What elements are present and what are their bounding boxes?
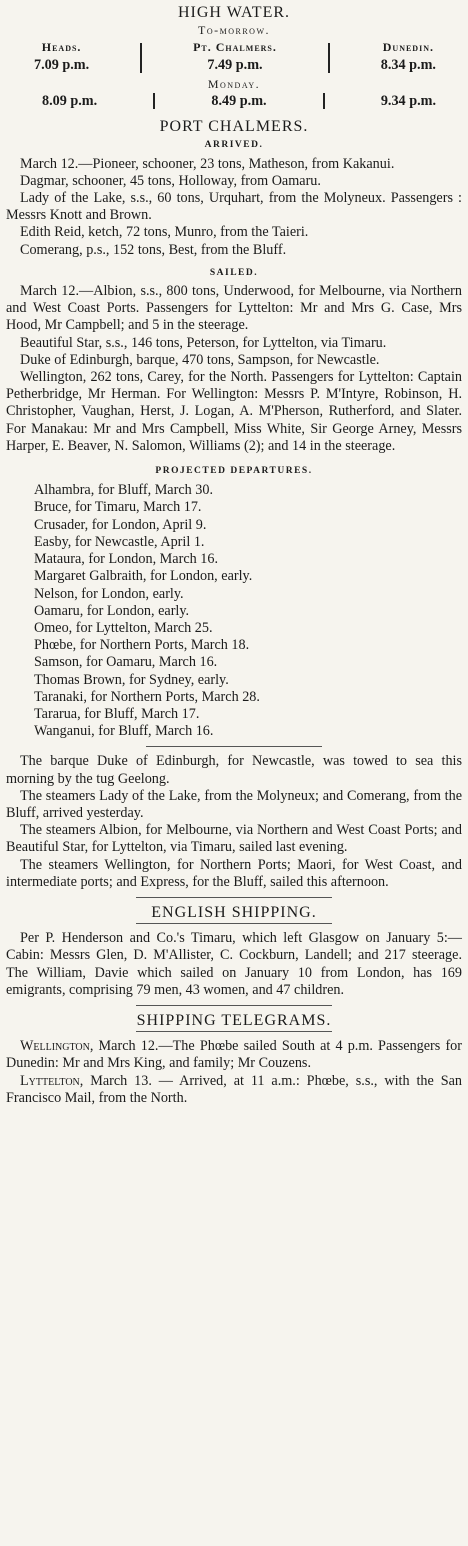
telegram-entry [6, 1073, 462, 1107]
tide-time: 8.34 p.m. [380, 56, 436, 73]
monday-label: Monday. [207, 76, 261, 91]
telegram-text: March 13. — Arrived, at 11 a.m.: Phœbe, s.s., with the San Francisco Mail, from the North. [6, 1072, 462, 1106]
column-divider [323, 93, 325, 109]
arrival-entry: Dagmar, schooner, 45 tons, Holloway, from Oamaru. [20, 172, 321, 189]
tide-time: 9.34 p.m. [380, 93, 436, 110]
tide-table-tomorrow [6, 39, 462, 73]
english-shipping-paragraph: Per P. Henderson and Co.'s Timaru, which left Glasgow on January 5:—Cabin: Messrs Glen, D. M'Allister, C. Cockburn, Landell; and 217 steerage. The William, Davie which sailed on January 10 from London, has 169 emigrants, comprising 79 men, 43 women, and 47 children. [6, 930, 462, 998]
news-paragraph: The barque Duke of Edinburgh, for Newcastle, was towed to sea this morning by the tug Geelong. [6, 753, 462, 787]
telegram-entry [6, 1038, 462, 1072]
news-paragraph: The steamers Lady of the Lake, from the Molyneux; and Comerang, from the Bluff, arrived yesterday. [6, 787, 462, 821]
tide-time: 7.49 p.m. [207, 56, 263, 73]
tide-time: 7.09 p.m. [34, 56, 90, 73]
english-shipping-title: ENGLISH SHIPPING. [151, 903, 317, 921]
sailed-label: SAILED. [209, 267, 259, 278]
tide-place-label: Pt. Chalmers. [193, 40, 277, 55]
arrival-entry: March 12.—Pioneer, schooner, 23 tons, Matheson, from Kakanui. [20, 155, 395, 172]
section-divider [136, 1005, 332, 1006]
tomorrow-label: To-morrow. [198, 23, 270, 38]
column-divider [328, 43, 330, 73]
departure-item: Samson, for Oamaru, March 16. [34, 654, 218, 671]
column-divider [140, 43, 142, 73]
departure-item: Oamaru, for London, early. [34, 602, 190, 619]
departure-item: Phœbe, for Northern Ports, March 18. [34, 637, 250, 654]
tide-port-chalmers [193, 39, 277, 73]
sailing-entry: Wellington, 262 tons, Carey, for the North. Passengers for Lyttelton: Captain Petherbridge, Mr Herman. For Wellington: Messrs P. M'Intyre, Robinson, H. Christopher, Vaughan, Herst, J. Logan, A. M'Pherson, Rutherford, and Slater. For Manakau: Mr and Mrs Campbell, Miss White, Sir George Arney, Messrs Harper, E. Beaver, N. Salomon, Williams (2); and 14 in the steerage. [6, 369, 462, 454]
sailing-entry: Duke of Edinburgh, barque, 470 tons, Sampson, for Newcastle. [20, 351, 380, 368]
news-paragraph: The steamers Wellington, for Northern Ports; Maori, for West Coast, and intermediate ports; and Express, for the Bluff, sailed this afternoon. [6, 856, 462, 890]
tide-time: 8.49 p.m. [211, 93, 267, 110]
tide-time: 8.09 p.m. [42, 93, 98, 110]
section-divider [136, 1031, 332, 1032]
tide-place-label: Heads. [41, 40, 82, 55]
tide-heads [34, 39, 89, 73]
departure-item: Crusader, for London, April 9. [34, 516, 207, 533]
departure-item: Omeo, for Lyttelton, March 25. [34, 619, 213, 636]
column-divider [153, 93, 155, 109]
section-divider [136, 897, 332, 898]
section-divider [136, 923, 332, 924]
departure-item: Thomas Brown, for Sydney, early. [34, 671, 229, 688]
departure-item: Easby, for Newcastle, April 1. [34, 533, 205, 550]
arrival-entry: Edith Reid, ketch, 72 tons, Munro, from the Taieri. [20, 224, 309, 241]
sailing-entry: Beautiful Star, s.s., 146 tons, Peterson, for Lyttelton, via Timaru. [20, 334, 387, 351]
departure-item: Bruce, for Timaru, March 17. [34, 499, 202, 516]
telegram-place: Lyttelton, [20, 1072, 84, 1089]
arrived-label: ARRIVED. [204, 140, 264, 151]
news-paragraph: The steamers Albion, for Melbourne, via Northern and West Coast Ports; and Beautiful Star, for Lyttelton, via Timaru, sailed last evening. [6, 822, 462, 856]
departure-item: Tararua, for Bluff, March 17. [34, 705, 200, 722]
newspaper-column [0, 4, 468, 1107]
telegram-place: Wellington, [20, 1038, 94, 1055]
port-chalmers-title: PORT CHALMERS. [159, 118, 309, 136]
departure-item: Nelson, for London, early. [34, 585, 184, 602]
arrival-entry: Lady of the Lake, s.s., 60 tons, Urquhart, from the Molyneux. Passengers : Messrs Knott and Brown. [6, 190, 462, 224]
departure-item: Taranaki, for Northern Ports, March 28. [34, 688, 260, 705]
arrival-entry: Comerang, p.s., 152 tons, Best, from the Bluff. [20, 241, 287, 258]
tide-place-label: Dunedin. [382, 40, 434, 55]
shipping-telegrams-title: SHIPPING TELEGRAMS. [136, 1011, 332, 1029]
sailing-entry: March 12.—Albion, s.s., 800 tons, Underwood, for Melbourne, via Northern and West Coast Ports. Passengers for Lyttelton: Mr and Mrs G. Case, Mrs Hood, Mr Campbell; and 5 in the steerage. [6, 283, 462, 334]
section-divider [146, 746, 322, 747]
projected-departures-list [6, 482, 462, 740]
tide-dunedin [381, 39, 436, 73]
tide-table-monday [6, 93, 462, 110]
projected-departures-label: PROJECTED DEPARTURES. [155, 466, 313, 477]
departure-item: Mataura, for London, March 16. [34, 551, 218, 568]
departure-item: Alhambra, for Bluff, March 30. [34, 482, 214, 499]
high-water-title: HIGH WATER. [177, 4, 291, 21]
departure-item: Wanganui, for Bluff, March 16. [34, 723, 214, 740]
telegram-text: March 12.—The Phœbe sailed South at 4 p.m. Passengers for Dunedin: Mr and Mrs King, and family; Mr Couzens. [6, 1038, 462, 1072]
departure-item: Margaret Galbraith, for London, early. [34, 568, 253, 585]
